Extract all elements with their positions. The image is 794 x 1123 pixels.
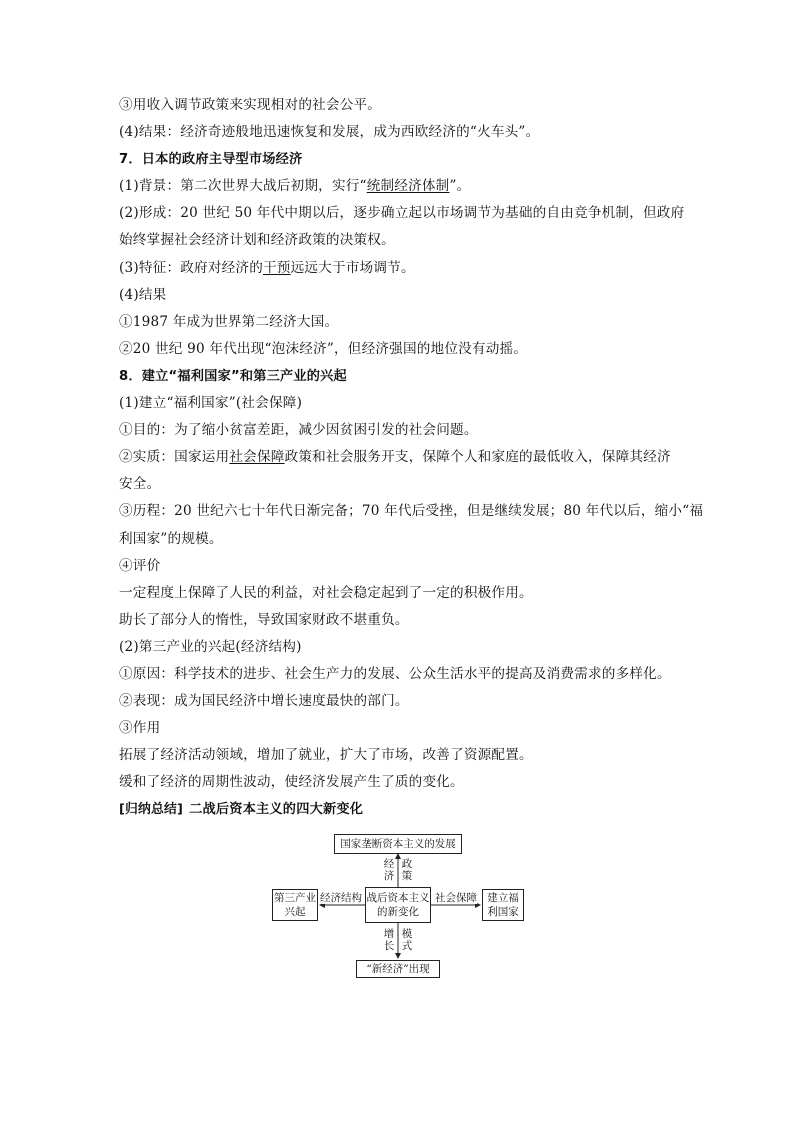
- text-line-5: (2)形成：20 世纪 50 年代中期以后，逐步确立起以市场调节为基础的自由竞争机制，但政府: [119, 205, 685, 222]
- text-line-17: 利国家”的规模。: [119, 530, 223, 547]
- text-line-21: (2)第三产业的兴起(经济结构): [119, 638, 302, 655]
- diagram-bottom-box: “新经济”出现: [356, 960, 440, 978]
- underlined-term: 社会保障: [229, 449, 285, 466]
- text-line-13: ①目的：为了缩小贫富差距，减少因贫困引发的社会问题。: [119, 422, 478, 439]
- text-line-9: ①1987 年成为世界第二经济大国。: [119, 313, 339, 330]
- text-line-15: 安全。: [119, 476, 161, 493]
- label-bottom-right: 模式: [401, 928, 413, 952]
- section-heading-8: 8．建立“福利国家”和第三产业的兴起: [119, 368, 347, 384]
- label-right: 社会保障: [435, 892, 477, 904]
- text-line-24: ③作用: [119, 720, 161, 737]
- summary-title: 二战后资本主义的四大新变化: [189, 802, 364, 818]
- label-left: 经济结构: [320, 892, 362, 904]
- diagram-right-box: 建立福利国家: [482, 889, 524, 921]
- section-heading-7: 7．日本的政府主导型市场经济: [119, 152, 303, 168]
- text-line-10: ②20 世纪 90 年代出现“泡沫经济”，但经济强国的地位没有动摇。: [119, 340, 528, 357]
- diagram-left-box: 第三产业兴起: [272, 889, 318, 921]
- text-line-20: 助长了部分人的惰性，导致国家财政不堪重负。: [119, 611, 409, 628]
- text-line-18: ④评价: [119, 557, 161, 574]
- concept-diagram: [270, 832, 526, 980]
- text-line-16: ③历程：20 世纪六七十年代日渐完备；70 年代后受挫，但是继续发展；80 年代以后，缩小“福: [119, 503, 704, 520]
- summary-tag: [归纳总结]: [119, 802, 184, 818]
- text-line-26: 缓和了经济的周期性波动，使经济发展产生了质的变化。: [119, 774, 464, 791]
- text-line-background: [119, 173, 699, 200]
- summary-heading: [119, 796, 699, 823]
- text-line-23: ②表现：成为国民经济中增长速度最快的部门。: [119, 693, 409, 710]
- text-line-14: ②实质：国家运用社会保障政策和社会服务开支，保障个人和家庭的最低收入，保障其经济: [119, 449, 671, 466]
- text-line-12: (1)建立“福利国家”(社会保障): [119, 395, 303, 412]
- underlined-term: 统制经济体制: [366, 178, 450, 195]
- text-line-6: 始终掌握社会经济计划和经济政策的决策权。: [119, 232, 395, 249]
- label-top-right: 政策: [401, 858, 413, 882]
- text-line-1: ③用收入调节政策来实现相对的社会公平。: [119, 97, 382, 113]
- text-line-25: 拓展了经济活动领域，增加了就业，扩大了市场，改善了资源配置。: [119, 747, 533, 764]
- label-bottom-left: 增长: [383, 928, 395, 952]
- text-line-4: (1)背景：第二次世界大战后初期，实行“统制经济体制”。: [119, 178, 471, 195]
- text-line-7: (3)特征：政府对经济的干预远远大于市场调节。: [119, 259, 415, 276]
- diagram-top-box: 国家垄断资本主义的发展: [334, 834, 462, 854]
- text-line-19: 一定程度上保障了人民的利益，对社会稳定起到了一定的积极作用。: [119, 584, 533, 601]
- underlined-term: 干预: [263, 259, 291, 276]
- text-line-22: ①原因：科学技术的进步、社会生产力的发展、公众生活水平的提高及消费需求的多样化。: [119, 665, 671, 682]
- label-top-left: 经济: [383, 858, 395, 882]
- diagram-center-box: 战后资本主义的新变化: [365, 887, 431, 923]
- text-line-8: (4)结果: [119, 286, 167, 303]
- text-line-2: (4)结果：经济奇迹般地迅速恢复和发展，成为西欧经济的“火车头”。: [119, 124, 540, 141]
- document-body: [119, 92, 704, 824]
